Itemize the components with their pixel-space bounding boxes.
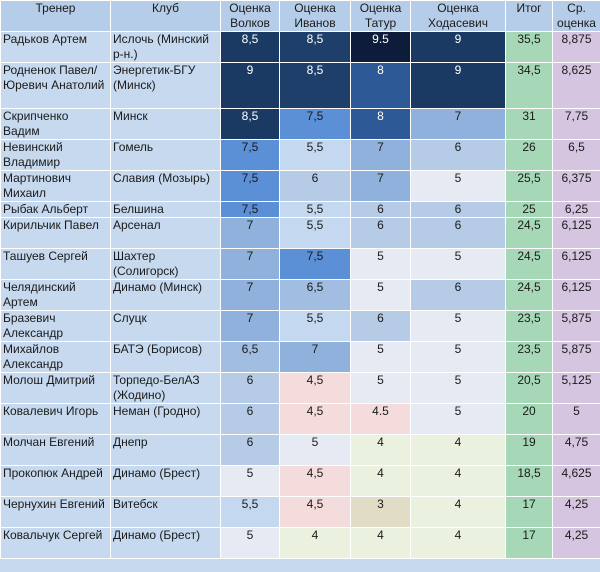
- club-cell: Динамо (Минск): [111, 280, 221, 311]
- volkov-score-cell: 7: [221, 311, 280, 342]
- volkov-score-cell: 5,5: [221, 497, 280, 528]
- khodasevich-score-cell: 5: [411, 249, 506, 280]
- coach-cell: Мартинович Михаил: [1, 171, 111, 202]
- volkov-score-cell: 5: [221, 466, 280, 497]
- table-row: [1, 202, 600, 218]
- avg-score-cell: 4,25: [553, 497, 600, 528]
- volkov-score-cell: 6: [221, 404, 280, 435]
- volkov-score-cell: 8,5: [221, 109, 280, 140]
- ivanov-score-cell: 7,5: [280, 249, 351, 280]
- total-cell: 20: [506, 404, 553, 435]
- total-cell: 23,5: [506, 311, 553, 342]
- club-cell: Белшина: [111, 202, 221, 218]
- total-cell: 17: [506, 497, 553, 528]
- ivanov-score-cell: 7: [280, 342, 351, 373]
- club-cell: Динамо (Брест): [111, 466, 221, 497]
- volkov-score-cell: 6,5: [221, 342, 280, 373]
- ivanov-score-cell: 6,5: [280, 280, 351, 311]
- coach-cell: Рыбак Альберт: [1, 202, 111, 218]
- total-cell: 25,5: [506, 171, 553, 202]
- club-cell: БАТЭ (Борисов): [111, 342, 221, 373]
- club-cell: Гомель: [111, 140, 221, 171]
- table-row: [1, 32, 600, 63]
- avg-score-cell: 8,625: [553, 63, 600, 109]
- total-cell: 17: [506, 528, 553, 559]
- header-tatur: Оценка Татур: [351, 1, 411, 32]
- club-cell: Арсенал: [111, 218, 221, 249]
- khodasevich-score-cell: 5: [411, 311, 506, 342]
- total-cell: 20,5: [506, 373, 553, 404]
- club-cell: Витебск: [111, 497, 221, 528]
- khodasevich-score-cell: 6: [411, 218, 506, 249]
- table-row: [1, 404, 600, 435]
- volkov-score-cell: 7,5: [221, 202, 280, 218]
- volkov-score-cell: 7: [221, 280, 280, 311]
- total-cell: 35,5: [506, 32, 553, 63]
- table-row: [1, 311, 600, 342]
- ivanov-score-cell: 5: [280, 435, 351, 466]
- ivanov-score-cell: 6: [280, 171, 351, 202]
- volkov-score-cell: 6: [221, 435, 280, 466]
- header-row: [1, 1, 600, 32]
- coach-cell: Скрипченко Вадим: [1, 109, 111, 140]
- club-cell: Энергетик-БГУ (Минск): [111, 63, 221, 109]
- club-cell: Славия (Мозырь): [111, 171, 221, 202]
- coach-cell: Родненок Павел/ Юревич Анатолий: [1, 63, 111, 109]
- total-cell: 26: [506, 140, 553, 171]
- total-cell: 23,5: [506, 342, 553, 373]
- coach-cell: Молош Дмитрий: [1, 373, 111, 404]
- tatur-score-cell: 8: [351, 109, 411, 140]
- avg-score-cell: 5,875: [553, 311, 600, 342]
- table-row: [1, 140, 600, 171]
- table-row: [1, 218, 600, 249]
- avg-score-cell: 5,125: [553, 373, 600, 404]
- ivanov-score-cell: 4,5: [280, 404, 351, 435]
- coach-cell: Невинский Владимир: [1, 140, 111, 171]
- volkov-score-cell: 7,5: [221, 140, 280, 171]
- tatur-score-cell: 7: [351, 171, 411, 202]
- avg-score-cell: 5,875: [553, 342, 600, 373]
- header-volkov: Оценка Волков: [221, 1, 280, 32]
- club-cell: Днепр: [111, 435, 221, 466]
- khodasevich-score-cell: 6: [411, 280, 506, 311]
- khodasevich-score-cell: 5: [411, 404, 506, 435]
- tatur-score-cell: 4.5: [351, 404, 411, 435]
- club-cell: Неман (Гродно): [111, 404, 221, 435]
- coach-cell: Чернухин Евгений: [1, 497, 111, 528]
- header-avg: Ср. оценка: [553, 1, 600, 32]
- coach-cell: Бразевич Александр: [1, 311, 111, 342]
- table-row: [1, 171, 600, 202]
- tatur-score-cell: 6: [351, 311, 411, 342]
- tatur-score-cell: 5: [351, 280, 411, 311]
- volkov-score-cell: 7,5: [221, 171, 280, 202]
- avg-score-cell: 6,25: [553, 202, 600, 218]
- table-row: [1, 342, 600, 373]
- coach-cell: Прокопюк Андрей: [1, 466, 111, 497]
- tatur-score-cell: 7: [351, 140, 411, 171]
- coach-cell: Ковалевич Игорь: [1, 404, 111, 435]
- total-cell: 24,5: [506, 280, 553, 311]
- header-club: Клуб: [111, 1, 221, 32]
- tatur-score-cell: 5: [351, 342, 411, 373]
- avg-score-cell: 7,75: [553, 109, 600, 140]
- total-cell: 24,5: [506, 218, 553, 249]
- volkov-score-cell: 7: [221, 249, 280, 280]
- club-cell: Минск: [111, 109, 221, 140]
- coach-cell: Радьков Артем: [1, 32, 111, 63]
- header-coach: Тренер: [1, 1, 111, 32]
- ivanov-score-cell: 5,5: [280, 140, 351, 171]
- khodasevich-score-cell: 4: [411, 466, 506, 497]
- club-cell: Ислочь (Минский р-н.): [111, 32, 221, 63]
- tatur-score-cell: 3: [351, 497, 411, 528]
- table-row: [1, 435, 600, 466]
- total-cell: 31: [506, 109, 553, 140]
- tatur-score-cell: 6: [351, 202, 411, 218]
- total-cell: 24,5: [506, 249, 553, 280]
- khodasevich-score-cell: 6: [411, 202, 506, 218]
- club-cell: Шахтер (Солигорск): [111, 249, 221, 280]
- coach-cell: Челядинский Артем: [1, 280, 111, 311]
- ivanov-score-cell: 5,5: [280, 218, 351, 249]
- club-cell: Торпедо-БелАЗ (Жодино): [111, 373, 221, 404]
- header-ivanov: Оценка Иванов: [280, 1, 351, 32]
- volkov-score-cell: 6: [221, 373, 280, 404]
- tatur-score-cell: 6: [351, 218, 411, 249]
- ivanov-score-cell: 4,5: [280, 497, 351, 528]
- total-cell: 25: [506, 202, 553, 218]
- tatur-score-cell: 4: [351, 435, 411, 466]
- table-row: [1, 497, 600, 528]
- coach-cell: Ташуев Сергей: [1, 249, 111, 280]
- avg-score-cell: 4,625: [553, 466, 600, 497]
- khodasevich-score-cell: 5: [411, 171, 506, 202]
- tatur-score-cell: 8: [351, 63, 411, 109]
- total-cell: 34,5: [506, 63, 553, 109]
- avg-score-cell: 6,125: [553, 280, 600, 311]
- avg-score-cell: 6,125: [553, 249, 600, 280]
- total-cell: 18,5: [506, 466, 553, 497]
- tatur-score-cell: 4: [351, 528, 411, 559]
- table-row: [1, 63, 600, 109]
- tatur-score-cell: 9.5: [351, 32, 411, 63]
- coach-cell: Ковальчук Сергей: [1, 528, 111, 559]
- ivanov-score-cell: 5,5: [280, 202, 351, 218]
- ivanov-score-cell: 8,5: [280, 63, 351, 109]
- volkov-score-cell: 9: [221, 63, 280, 109]
- avg-score-cell: 5: [553, 404, 600, 435]
- total-cell: 19: [506, 435, 553, 466]
- table-row: [1, 109, 600, 140]
- ivanov-score-cell: 7,5: [280, 109, 351, 140]
- header-total: Итог: [506, 1, 553, 32]
- coach-cell: Молчан Евгений: [1, 435, 111, 466]
- table-row: [1, 528, 600, 559]
- avg-score-cell: 6,375: [553, 171, 600, 202]
- table-row: [1, 249, 600, 280]
- khodasevich-score-cell: 5: [411, 342, 506, 373]
- volkov-score-cell: 8,5: [221, 32, 280, 63]
- club-cell: Слуцк: [111, 311, 221, 342]
- ivanov-score-cell: 8,5: [280, 32, 351, 63]
- khodasevich-score-cell: 7: [411, 109, 506, 140]
- club-cell: Динамо (Брест): [111, 528, 221, 559]
- avg-score-cell: 4,25: [553, 528, 600, 559]
- khodasevich-score-cell: 9: [411, 63, 506, 109]
- avg-score-cell: 8,875: [553, 32, 600, 63]
- ivanov-score-cell: 4,5: [280, 373, 351, 404]
- khodasevich-score-cell: 4: [411, 435, 506, 466]
- volkov-score-cell: 5: [221, 528, 280, 559]
- khodasevich-score-cell: 4: [411, 528, 506, 559]
- tatur-score-cell: 5: [351, 373, 411, 404]
- avg-score-cell: 6,5: [553, 140, 600, 171]
- tatur-score-cell: 5: [351, 249, 411, 280]
- avg-score-cell: 4,75: [553, 435, 600, 466]
- coach-cell: Михайлов Александр: [1, 342, 111, 373]
- ivanov-score-cell: 5,5: [280, 311, 351, 342]
- coach-cell: Кирильчик Павел: [1, 218, 111, 249]
- volkov-score-cell: 7: [221, 218, 280, 249]
- ivanov-score-cell: 4: [280, 528, 351, 559]
- table-row: [1, 373, 600, 404]
- table-row: [1, 466, 600, 497]
- ivanov-score-cell: 4,5: [280, 466, 351, 497]
- table-row: [1, 280, 600, 311]
- khodasevich-score-cell: 6: [411, 140, 506, 171]
- header-khodasevich: Оценка Ходасевич: [411, 1, 506, 32]
- khodasevich-score-cell: 5: [411, 373, 506, 404]
- tatur-score-cell: 4: [351, 466, 411, 497]
- avg-score-cell: 6,125: [553, 218, 600, 249]
- khodasevich-score-cell: 4: [411, 497, 506, 528]
- khodasevich-score-cell: 9: [411, 32, 506, 63]
